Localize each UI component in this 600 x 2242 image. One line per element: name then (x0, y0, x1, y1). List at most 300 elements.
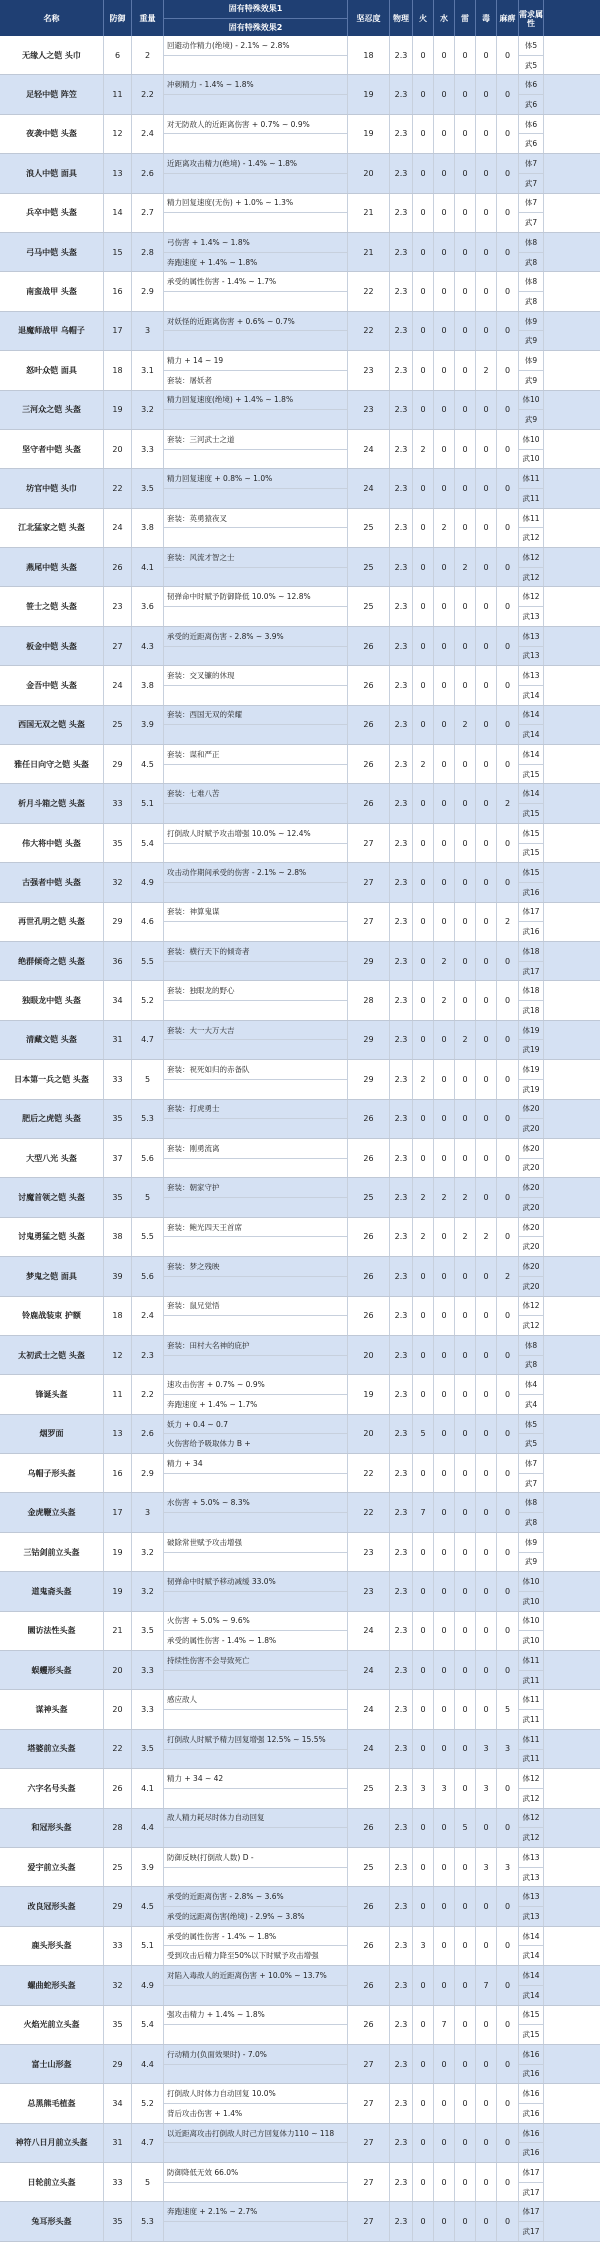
requirement (519, 1297, 544, 1335)
effect-1: 以近距离攻击打倒敌人时己方回复体力110 ~ 118 (164, 2124, 347, 2144)
requirement-2: 武11 (522, 493, 540, 503)
effect-2 (164, 568, 347, 587)
fire-res: 0 (413, 312, 434, 350)
effect-1: 破除常世赋予攻击增强 (164, 1533, 347, 1553)
fire-res: 3 (413, 1769, 434, 1807)
item-name: 富士山形盔 (0, 2045, 104, 2083)
requirement-1: 体10 (519, 1612, 543, 1632)
requirement-2: 武13 (522, 1911, 540, 1921)
thunder-res: 0 (455, 863, 476, 901)
fire-res: 2 (413, 745, 434, 783)
effects (164, 824, 348, 862)
poison-res: 7 (476, 1966, 497, 2004)
fire-res: 0 (413, 1375, 434, 1413)
physical-res: 2.3 (390, 1336, 413, 1374)
defense: 29 (104, 2045, 132, 2083)
ninja-value: 26 (348, 1927, 390, 1965)
fire-res: 3 (413, 1927, 434, 1965)
fire-res: 0 (413, 1809, 434, 1847)
weight: 2.9 (132, 1454, 164, 1492)
effect-2 (164, 95, 347, 114)
weight: 4.1 (132, 1769, 164, 1807)
table-row (0, 115, 600, 154)
item-name: 铃鹿战装束 护额 (0, 1297, 104, 1335)
paralysis-res: 0 (497, 115, 519, 153)
table-row (0, 745, 600, 784)
fire-res: 0 (413, 469, 434, 507)
fire-res: 0 (413, 2124, 434, 2162)
poison-res: 0 (476, 115, 497, 153)
water-res: 2 (434, 1178, 455, 1216)
table-row (0, 509, 600, 548)
defense: 35 (104, 1178, 132, 1216)
weight: 2 (132, 36, 164, 74)
ninja-value: 20 (348, 1415, 390, 1453)
paralysis-res: 2 (497, 903, 519, 941)
water-res: 0 (434, 233, 455, 271)
defense: 26 (104, 548, 132, 586)
effect-1: 精力 + 34 ~ 42 (164, 1769, 347, 1789)
effect-1: 速攻击伤害 + 0.7% ~ 0.9% (164, 1375, 347, 1395)
requirement-2: 武14 (522, 1951, 540, 1961)
paralysis-res: 0 (497, 194, 519, 232)
water-res: 0 (434, 2124, 455, 2162)
ninja-value: 25 (348, 548, 390, 586)
item-name: 兵卒中铠 头盔 (0, 194, 104, 232)
ninja-value: 23 (348, 1533, 390, 1571)
effect-2 (164, 647, 347, 666)
requirement (519, 469, 544, 507)
effect-1: 精力回复速度(无伤) + 1.0% ~ 1.3% (164, 194, 347, 214)
requirement-1: 体11 (519, 469, 543, 489)
header-effect2: 固有特殊效果2 (228, 23, 283, 32)
effect-1: 回避动作精力(绝境) - 2.1% ~ 2.8% (164, 36, 347, 56)
paralysis-res: 0 (497, 666, 519, 704)
physical-res: 2.3 (390, 1572, 413, 1610)
requirement (519, 903, 544, 941)
effects (164, 2124, 348, 2162)
requirement (519, 2006, 544, 2044)
effect-1: 攻击动作期间承受的伤害 - 2.1% ~ 2.8% (164, 863, 347, 883)
requirement-2: 武14 (522, 730, 540, 740)
requirement-2: 武17 (522, 2227, 540, 2237)
paralysis-res: 0 (497, 1178, 519, 1216)
weight: 2.7 (132, 194, 164, 232)
requirement (519, 1769, 544, 1807)
weight: 3.1 (132, 351, 164, 389)
fire-res: 0 (413, 1100, 434, 1138)
requirement (519, 154, 544, 192)
requirement-2: 武12 (522, 1833, 540, 1843)
ninja-value: 28 (348, 981, 390, 1019)
weight: 4.7 (132, 2124, 164, 2162)
water-res: 0 (434, 2202, 455, 2240)
poison-res: 0 (476, 1415, 497, 1453)
physical-res: 2.3 (390, 745, 413, 783)
paralysis-res: 0 (497, 75, 519, 113)
requirement-2: 武4 (524, 1399, 538, 1409)
water-res: 0 (434, 1612, 455, 1650)
physical-res: 2.3 (390, 784, 413, 822)
requirement (519, 1651, 544, 1689)
poison-res: 0 (476, 272, 497, 310)
poison-res: 0 (476, 745, 497, 783)
effect-1: 套装：大一大万大吉 (164, 1021, 347, 1041)
defense: 27 (104, 627, 132, 665)
effects (164, 1887, 348, 1925)
fire-res: 0 (413, 1690, 434, 1728)
effects (164, 745, 348, 783)
thunder-res: 2 (455, 1021, 476, 1059)
defense: 24 (104, 509, 132, 547)
water-res: 0 (434, 1060, 455, 1098)
ninja-value: 23 (348, 1572, 390, 1610)
water-res: 0 (434, 863, 455, 901)
weight: 5 (132, 2163, 164, 2201)
defense: 19 (104, 391, 132, 429)
effects (164, 75, 348, 113)
defense: 12 (104, 1336, 132, 1374)
effects (164, 863, 348, 901)
header-defense: 防御 (104, 0, 132, 37)
effect-2 (164, 292, 347, 311)
water-res: 0 (434, 1100, 455, 1138)
poison-res: 0 (476, 1690, 497, 1728)
effect-2 (164, 1159, 347, 1178)
paralysis-res: 0 (497, 1533, 519, 1571)
requirement-2: 武8 (524, 296, 538, 306)
defense: 6 (104, 36, 132, 74)
ninja-value: 25 (348, 509, 390, 547)
table-row (0, 1336, 600, 1375)
effects (164, 1139, 348, 1177)
fire-res: 0 (413, 1651, 434, 1689)
ninja-value: 21 (348, 194, 390, 232)
requirement-2: 武10 (522, 454, 540, 464)
thunder-res: 0 (455, 1769, 476, 1807)
item-name: 浪人中铠 面具 (0, 154, 104, 192)
ninja-value: 29 (348, 1060, 390, 1098)
paralysis-res: 0 (497, 2084, 519, 2122)
requirement-2: 武9 (524, 336, 538, 346)
ninja-value: 26 (348, 2006, 390, 2044)
effects (164, 233, 348, 271)
requirement-2: 武15 (522, 769, 540, 779)
ninja-value: 25 (348, 1178, 390, 1216)
ninja-value: 27 (348, 863, 390, 901)
table-row (0, 351, 600, 390)
requirement-1: 体20 (519, 1139, 543, 1159)
effect-1: 套装：鲍光四天王首席 (164, 1218, 347, 1238)
item-name: 板金中铠 头盔 (0, 627, 104, 665)
water-res: 0 (434, 1375, 455, 1413)
requirement-1: 体8 (519, 272, 543, 292)
ninja-value: 23 (348, 391, 390, 429)
table-row (0, 233, 600, 272)
thunder-res: 0 (455, 784, 476, 822)
effect-1: 套装：朝家守护 (164, 1178, 347, 1198)
physical-res: 2.3 (390, 1651, 413, 1689)
item-name: 螺曲蛇形头盔 (0, 1966, 104, 2004)
thunder-res: 0 (455, 391, 476, 429)
weight: 3.5 (132, 469, 164, 507)
paralysis-res: 0 (497, 1572, 519, 1610)
physical-res: 2.3 (390, 509, 413, 547)
effect-1: 防御反映(打倒敌人数) D - (164, 1848, 347, 1868)
weight: 2.8 (132, 233, 164, 271)
water-res: 3 (434, 1769, 455, 1807)
weight: 3.5 (132, 1612, 164, 1650)
weight: 5.1 (132, 1927, 164, 1965)
ninja-value: 26 (348, 1966, 390, 2004)
poison-res: 0 (476, 1572, 497, 1610)
requirement (519, 351, 544, 389)
effects (164, 942, 348, 980)
header-poison: 毒 (476, 0, 497, 37)
effect-2 (164, 1553, 347, 1572)
effect-1: 对妖怪的近距离伤害 + 0.6% ~ 0.7% (164, 312, 347, 332)
thunder-res: 0 (455, 2045, 476, 2083)
physical-res: 2.3 (390, 36, 413, 74)
fire-res: 2 (413, 430, 434, 468)
paralysis-res: 0 (497, 154, 519, 192)
effects (164, 1297, 348, 1335)
fire-res: 0 (413, 863, 434, 901)
effect-2 (164, 1277, 347, 1296)
requirement-1: 体20 (519, 1218, 543, 1238)
poison-res: 0 (476, 36, 497, 74)
effect-2 (164, 1750, 347, 1769)
fire-res: 5 (413, 1415, 434, 1453)
item-name: 伟大将中铠 头盔 (0, 824, 104, 862)
requirement (519, 1415, 544, 1453)
physical-res: 2.3 (390, 1809, 413, 1847)
requirement-1: 体20 (519, 1257, 543, 1277)
poison-res: 0 (476, 627, 497, 665)
weight: 4.3 (132, 627, 164, 665)
requirement-2: 武20 (522, 1242, 540, 1252)
requirement-1: 体19 (519, 1021, 543, 1041)
requirement-1: 体9 (519, 351, 543, 371)
ninja-value: 26 (348, 1100, 390, 1138)
effect-1: 奔跑速度 + 2.1% ~ 2.7% (164, 2202, 347, 2222)
weight: 4.4 (132, 1809, 164, 1847)
effect-1: 套装：谋和严正 (164, 745, 347, 765)
thunder-res: 0 (455, 2124, 476, 2162)
effects (164, 2045, 348, 2083)
thunder-res: 0 (455, 666, 476, 704)
item-name: 太初武士之铠 头盔 (0, 1336, 104, 1374)
effect-1: 火伤害 + 5.0% ~ 9.6% (164, 1612, 347, 1632)
effects (164, 1651, 348, 1689)
table-row (0, 1651, 600, 1690)
water-res: 7 (434, 2006, 455, 2044)
weight: 5.5 (132, 1218, 164, 1256)
requirement (519, 272, 544, 310)
fire-res: 2 (413, 1060, 434, 1098)
thunder-res: 0 (455, 1612, 476, 1650)
paralysis-res: 0 (497, 1651, 519, 1689)
item-name: 足轻中铠 阵笠 (0, 75, 104, 113)
requirement-1: 体15 (519, 863, 543, 883)
table-row (0, 1848, 600, 1887)
effect-1: 套装：祝死如归的赤备队 (164, 1060, 347, 1080)
thunder-res: 0 (455, 1060, 476, 1098)
item-name: 蜈蠼形头盔 (0, 1651, 104, 1689)
requirement (519, 942, 544, 980)
requirement-2: 武7 (524, 1478, 538, 1488)
effects (164, 1966, 348, 2004)
thunder-res: 5 (455, 1809, 476, 1847)
table-row (0, 272, 600, 311)
weight: 4.9 (132, 1966, 164, 2004)
table-row (0, 1178, 600, 1217)
requirement-1: 体14 (519, 745, 543, 765)
thunder-res: 0 (455, 2202, 476, 2240)
poison-res: 0 (476, 784, 497, 822)
item-name: 无缘人之铠 头巾 (0, 36, 104, 74)
effect-2: 受到攻击后精力降至50%以下时赋予攻击增强 (167, 1951, 319, 1961)
effects (164, 154, 348, 192)
requirement (519, 1257, 544, 1295)
item-name: 析月斗箱之铠 头盔 (0, 784, 104, 822)
physical-res: 2.3 (390, 1454, 413, 1492)
table-row (0, 1021, 600, 1060)
paralysis-res: 0 (497, 1612, 519, 1650)
table-row (0, 1375, 600, 1414)
effect-1: 套装：西国无双的荣耀 (164, 706, 347, 726)
thunder-res: 0 (455, 1730, 476, 1768)
fire-res: 0 (413, 706, 434, 744)
water-res: 0 (434, 666, 455, 704)
physical-res: 2.3 (390, 2045, 413, 2083)
effect-2 (164, 725, 347, 744)
water-res: 2 (434, 942, 455, 980)
requirement (519, 1336, 544, 1374)
poison-res: 0 (476, 1060, 497, 1098)
ninja-value: 24 (348, 430, 390, 468)
poison-res: 0 (476, 1927, 497, 1965)
thunder-res: 0 (455, 312, 476, 350)
requirement (519, 1809, 544, 1847)
physical-res: 2.3 (390, 2084, 413, 2122)
effects (164, 1060, 348, 1098)
thunder-res: 0 (455, 1848, 476, 1886)
requirement-1: 体19 (519, 1060, 543, 1080)
requirement-2: 武7 (524, 178, 538, 188)
item-name: 改良冠形头盔 (0, 1887, 104, 1925)
fire-res: 0 (413, 2084, 434, 2122)
physical-res: 2.3 (390, 1257, 413, 1295)
table-row (0, 194, 600, 233)
water-res: 0 (434, 2045, 455, 2083)
physical-res: 2.3 (390, 1848, 413, 1886)
requirement (519, 587, 544, 625)
item-name: 绝群倾奇之铠 头盔 (0, 942, 104, 980)
physical-res: 2.3 (390, 1533, 413, 1571)
defense: 18 (104, 1297, 132, 1335)
requirement-2: 武16 (522, 887, 540, 897)
physical-res: 2.3 (390, 2006, 413, 2044)
table-row (0, 75, 600, 114)
effects (164, 1454, 348, 1492)
requirement-1: 体5 (519, 1415, 543, 1435)
requirement-1: 体18 (519, 942, 543, 962)
effect-2 (164, 1198, 347, 1217)
water-res: 0 (434, 1651, 455, 1689)
requirement-2: 武5 (524, 60, 538, 70)
effects (164, 469, 348, 507)
effect-2 (164, 883, 347, 902)
requirement-2: 武14 (522, 690, 540, 700)
requirement-1: 体17 (519, 2163, 543, 2183)
effect-2 (164, 1828, 347, 1847)
fire-res: 0 (413, 1887, 434, 1925)
table-row (0, 1493, 600, 1532)
physical-res: 2.3 (390, 1415, 413, 1453)
defense: 35 (104, 2006, 132, 2044)
effects (164, 1493, 348, 1531)
water-res: 0 (434, 1336, 455, 1374)
effect-1: 套装：三河武士之道 (164, 430, 347, 450)
requirement-1: 体12 (519, 1769, 543, 1789)
table-row (0, 430, 600, 469)
weight: 5.3 (132, 1100, 164, 1138)
paralysis-res: 0 (497, 312, 519, 350)
effect-1: 行动精力(负面效果时) - 7.0% (164, 2045, 347, 2065)
water-res: 0 (434, 1297, 455, 1335)
effect-1: 套装：打虎勇士 (164, 1100, 347, 1120)
defense: 21 (104, 1612, 132, 1650)
effects (164, 627, 348, 665)
effects (164, 36, 348, 74)
requirement-2: 武12 (522, 533, 540, 543)
defense: 34 (104, 981, 132, 1019)
fire-res: 0 (413, 391, 434, 429)
effect-2 (164, 1513, 347, 1532)
fire-res: 0 (413, 1257, 434, 1295)
item-name: 肥后之虎铠 头盔 (0, 1100, 104, 1138)
header-thunder: 雷 (455, 0, 476, 37)
defense: 14 (104, 194, 132, 232)
ninja-value: 27 (348, 2084, 390, 2122)
requirement-1: 体10 (519, 430, 543, 450)
effect-1: 打倒敌人时赋予攻击增强 10.0% ~ 12.4% (164, 824, 347, 844)
weight: 4.5 (132, 1887, 164, 1925)
table-row (0, 1966, 600, 2005)
effects (164, 312, 348, 350)
effects (164, 115, 348, 153)
paralysis-res: 0 (497, 1336, 519, 1374)
defense: 34 (104, 2084, 132, 2122)
thunder-res: 0 (455, 430, 476, 468)
requirement (519, 2202, 544, 2240)
item-name: 火焰光前立头盔 (0, 2006, 104, 2044)
defense: 33 (104, 2163, 132, 2201)
effects (164, 1218, 348, 1256)
physical-res: 2.3 (390, 469, 413, 507)
requirement (519, 666, 544, 704)
fire-res: 0 (413, 981, 434, 1019)
defense: 11 (104, 1375, 132, 1413)
ninja-value: 25 (348, 1769, 390, 1807)
effect-1: 近距离攻击精力(绝境) - 1.4% ~ 1.8% (164, 154, 347, 174)
weight: 3.9 (132, 1848, 164, 1886)
defense: 17 (104, 312, 132, 350)
requirement-1: 体4 (519, 1375, 543, 1395)
effects (164, 1572, 348, 1610)
defense: 17 (104, 1493, 132, 1531)
